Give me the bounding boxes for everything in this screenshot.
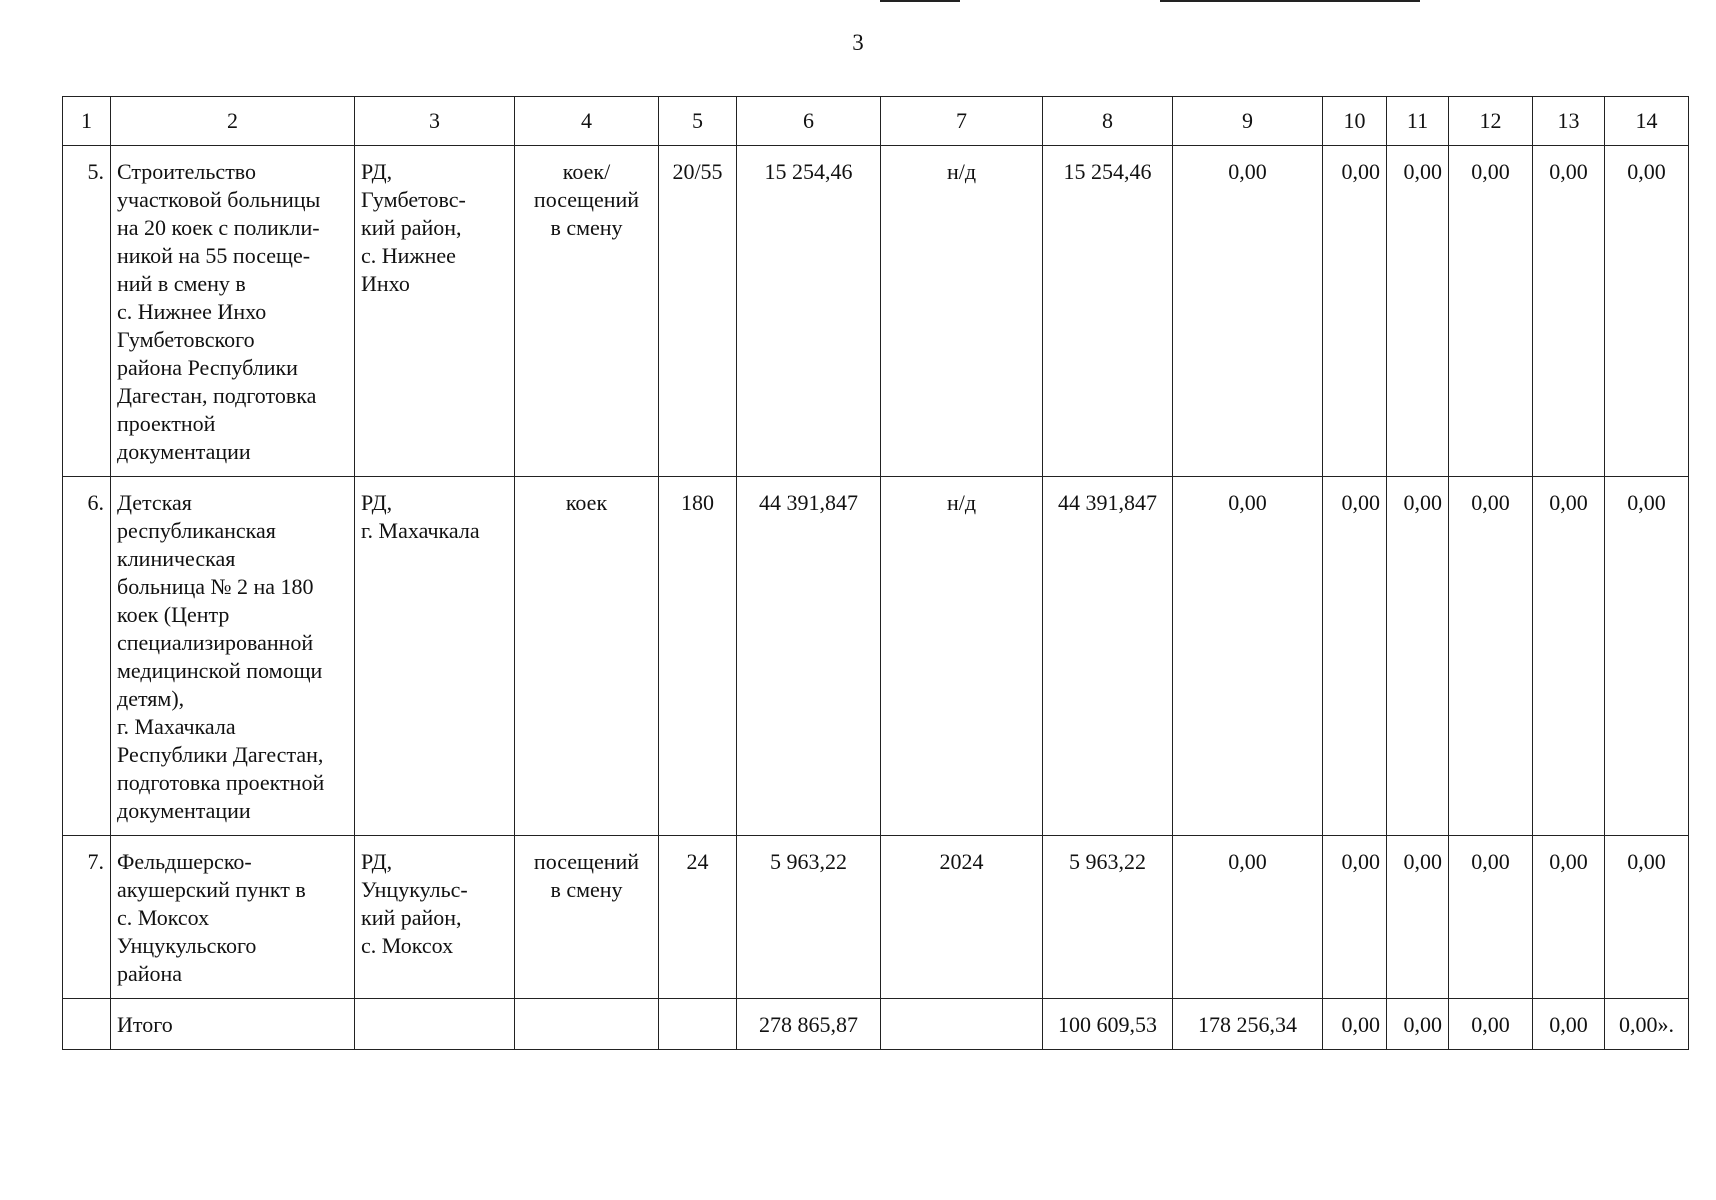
value-col12: 0,00 xyxy=(1449,836,1533,999)
value-col12: 0,00 xyxy=(1449,477,1533,836)
commissioning-year: н/д xyxy=(881,146,1043,477)
total-col9: 178 256,34 xyxy=(1173,999,1323,1050)
commissioning-year: н/д xyxy=(881,477,1043,836)
capacity-value: 180 xyxy=(659,477,737,836)
value-col9: 0,00 xyxy=(1173,477,1323,836)
capacity-unit: посещений в смену xyxy=(515,836,659,999)
value-col11: 0,00 xyxy=(1387,477,1449,836)
column-number: 8 xyxy=(1043,97,1173,146)
object-name: Строительство участковой больницы на 20 коек с поликли- никой на 55 посеще- ний в смену в с. Нижнее Инхо Гумбетовского района Республики Дагестан, подготовка проектной документации xyxy=(111,146,355,477)
column-number: 13 xyxy=(1533,97,1605,146)
capacity-unit: коек xyxy=(515,477,659,836)
column-number: 10 xyxy=(1323,97,1387,146)
column-number: 2 xyxy=(111,97,355,146)
row-number: 6. xyxy=(63,477,111,836)
value-col11: 0,00 xyxy=(1387,146,1449,477)
commissioning-year: 2024 xyxy=(881,836,1043,999)
row-number: 7. xyxy=(63,836,111,999)
value-col8: 5 963,22 xyxy=(1043,836,1173,999)
column-number: 4 xyxy=(515,97,659,146)
value-col10: 0,00 xyxy=(1323,477,1387,836)
total-col13: 0,00 xyxy=(1533,999,1605,1050)
column-number: 5 xyxy=(659,97,737,146)
value-col12: 0,00 xyxy=(1449,146,1533,477)
column-number: 11 xyxy=(1387,97,1449,146)
object-name: Детская республиканская клиническая больница № 2 на 180 коек (Центр специализированной медицинской помощи детям), г. Махачкала Республики Дагестан, подготовка проектной документации xyxy=(111,477,355,836)
value-col10: 0,00 xyxy=(1323,146,1387,477)
value-col14: 0,00 xyxy=(1605,477,1689,836)
empty-cell xyxy=(515,999,659,1050)
value-col9: 0,00 xyxy=(1173,146,1323,477)
total-col11: 0,00 xyxy=(1387,999,1449,1050)
object-name: Фельдшерско- акушерский пункт в с. Моксох Унцукульского района xyxy=(111,836,355,999)
column-number: 12 xyxy=(1449,97,1533,146)
total-cost-sum: 278 865,87 xyxy=(737,999,881,1050)
empty-cell xyxy=(659,999,737,1050)
value-col13: 0,00 xyxy=(1533,477,1605,836)
column-number: 7 xyxy=(881,97,1043,146)
value-col14: 0,00 xyxy=(1605,146,1689,477)
capacity-unit: коек/ посещений в смену xyxy=(515,146,659,477)
column-number: 6 xyxy=(737,97,881,146)
total-row xyxy=(63,999,1689,1050)
page-number: 3 xyxy=(852,30,864,55)
column-number: 9 xyxy=(1173,97,1323,146)
total-label: Итого xyxy=(111,999,355,1050)
value-col11: 0,00 xyxy=(1387,836,1449,999)
column-number: 1 xyxy=(63,97,111,146)
total-col12: 0,00 xyxy=(1449,999,1533,1050)
capacity-value: 24 xyxy=(659,836,737,999)
empty-cell xyxy=(881,999,1043,1050)
top-rule-right xyxy=(1160,0,1420,2)
empty-cell xyxy=(63,999,111,1050)
value-col8: 15 254,46 xyxy=(1043,146,1173,477)
value-col13: 0,00 xyxy=(1533,146,1605,477)
object-location: РД, Унцукульс- кий район, с. Моксох xyxy=(355,836,515,999)
total-cost: 44 391,847 xyxy=(737,477,881,836)
value-col14: 0,00 xyxy=(1605,836,1689,999)
object-location: РД, г. Махачкала xyxy=(355,477,515,836)
table-row xyxy=(63,477,1689,836)
object-location: РД, Гумбетовс- кий район, с. Нижнее Инхо xyxy=(355,146,515,477)
value-col13: 0,00 xyxy=(1533,836,1605,999)
total-col10: 0,00 xyxy=(1323,999,1387,1050)
total-col14: 0,00». xyxy=(1605,999,1689,1050)
column-number-row xyxy=(63,97,1689,146)
column-number: 14 xyxy=(1605,97,1689,146)
empty-cell xyxy=(355,999,515,1050)
value-col9: 0,00 xyxy=(1173,836,1323,999)
value-col10: 0,00 xyxy=(1323,836,1387,999)
top-rule-left xyxy=(880,0,960,2)
row-number: 5. xyxy=(63,146,111,477)
total-cost: 15 254,46 xyxy=(737,146,881,477)
total-col8: 100 609,53 xyxy=(1043,999,1173,1050)
capacity-value: 20/55 xyxy=(659,146,737,477)
value-col8: 44 391,847 xyxy=(1043,477,1173,836)
table-row xyxy=(63,836,1689,999)
table-row xyxy=(63,146,1689,477)
column-number: 3 xyxy=(355,97,515,146)
total-cost: 5 963,22 xyxy=(737,836,881,999)
document-table xyxy=(62,96,1689,1050)
